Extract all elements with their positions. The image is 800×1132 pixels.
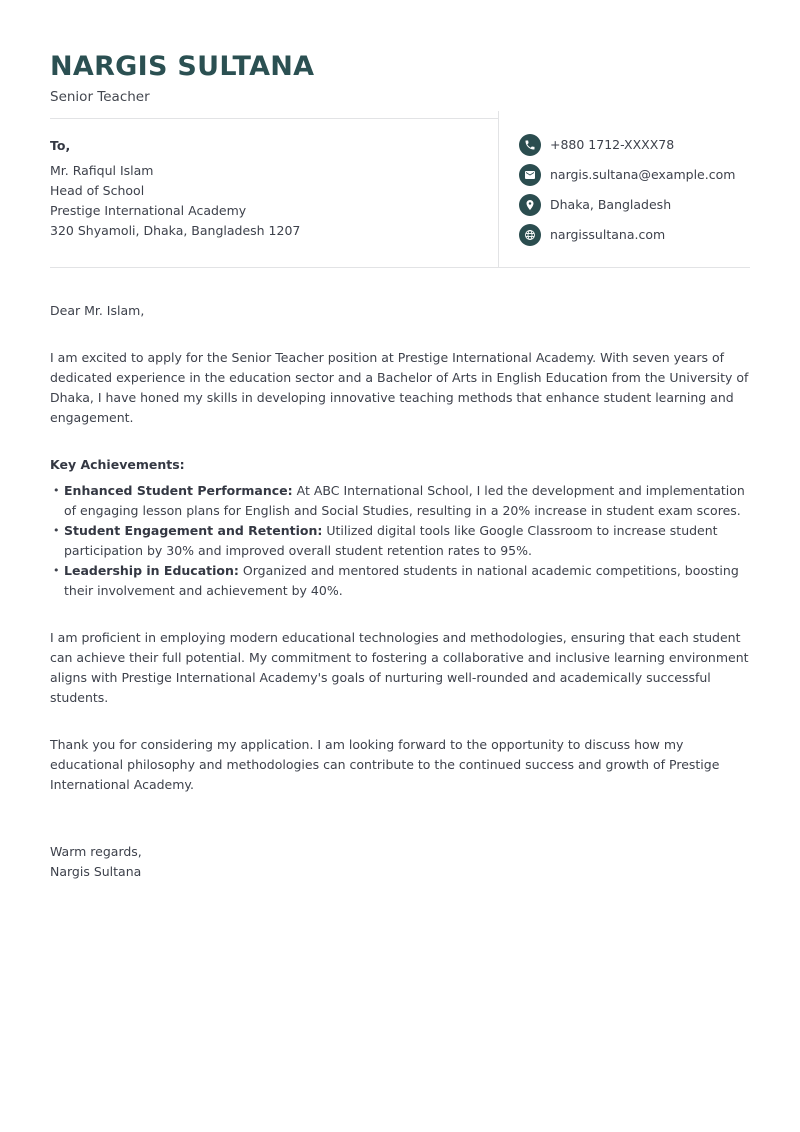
achievement-title: Leadership in Education: bbox=[64, 563, 239, 578]
job-title: Senior Teacher bbox=[50, 89, 150, 105]
recipient-role: Head of School bbox=[50, 183, 145, 198]
globe-icon bbox=[519, 224, 541, 246]
closing-block bbox=[50, 842, 750, 882]
contact-phone bbox=[519, 134, 750, 156]
skills-paragraph: I am proficient in employing modern educational technologies and methodologies, ensuring that each student can achieve their full potential. My commitment to fostering a collaborative and inclusive learning environment aligns with Prestige International Academy's goals of nurturing well-rounded and academically successful students. bbox=[50, 630, 749, 705]
contact-block bbox=[498, 111, 750, 267]
email-address: nargis.sultana@example.com bbox=[550, 167, 736, 182]
achievement-text: Utilized digital tools like Google Classroom to increase student participation by 30% and improved overall student retention rates to 95%. bbox=[64, 523, 718, 558]
page-title: NARGIS SULTANA bbox=[50, 51, 315, 82]
recipient-address: 320 Shyamoli, Dhaka, Bangladesh 1207 bbox=[50, 223, 301, 238]
recipient-name: Mr. Rafiqul Islam bbox=[50, 163, 154, 178]
salutation: Dear Mr. Islam, bbox=[50, 303, 145, 318]
recipient-label: To, bbox=[50, 138, 71, 153]
achievements-list bbox=[50, 481, 750, 601]
header bbox=[0, 0, 800, 106]
phone-number: +880 1712-XXXX78 bbox=[550, 137, 675, 152]
achievement-text: Organized and mentored students in national academic competitions, boosting their involvement and achievement by 40%. bbox=[64, 563, 739, 598]
list-item bbox=[50, 561, 750, 601]
website-url: nargissultana.com bbox=[550, 227, 666, 242]
info-section bbox=[50, 111, 750, 268]
achievements-heading: Key Achievements: bbox=[50, 457, 185, 472]
contact-email bbox=[519, 164, 750, 186]
achievement-title: Student Engagement and Retention: bbox=[64, 523, 323, 538]
thanks-paragraph: Thank you for considering my application. I am looking forward to the opportunity to discuss how my educational philosophy and methodologies can contribute to the continued success and growth of Prestige International Academy. bbox=[50, 737, 720, 792]
phone-icon bbox=[519, 134, 541, 156]
achievement-text: At ABC International School, I led the development and implementation of engaging lesson plans for English and Social Studies, resulting in a 20% increase in student exam scores. bbox=[64, 483, 745, 518]
email-icon bbox=[519, 164, 541, 186]
list-item bbox=[50, 481, 750, 521]
letter-body bbox=[0, 301, 800, 882]
list-item bbox=[50, 521, 750, 561]
location-icon bbox=[519, 194, 541, 216]
location-text: Dhaka, Bangladesh bbox=[550, 197, 672, 212]
recipient-organization: Prestige International Academy bbox=[50, 203, 247, 218]
recipient-block bbox=[50, 118, 498, 267]
signature-name: Nargis Sultana bbox=[50, 864, 142, 879]
closing-text: Warm regards, bbox=[50, 844, 142, 859]
intro-paragraph: I am excited to apply for the Senior Teacher position at Prestige International Academy. With seven years of dedicated experience in the education sector and a Bachelor of Arts in English Education from the University of Dhaka, I have honed my skills in developing innovative teaching methods that enhance student learning and engagement. bbox=[50, 350, 749, 425]
achievement-title: Enhanced Student Performance: bbox=[64, 483, 293, 498]
contact-website bbox=[519, 224, 750, 246]
contact-location bbox=[519, 194, 750, 216]
